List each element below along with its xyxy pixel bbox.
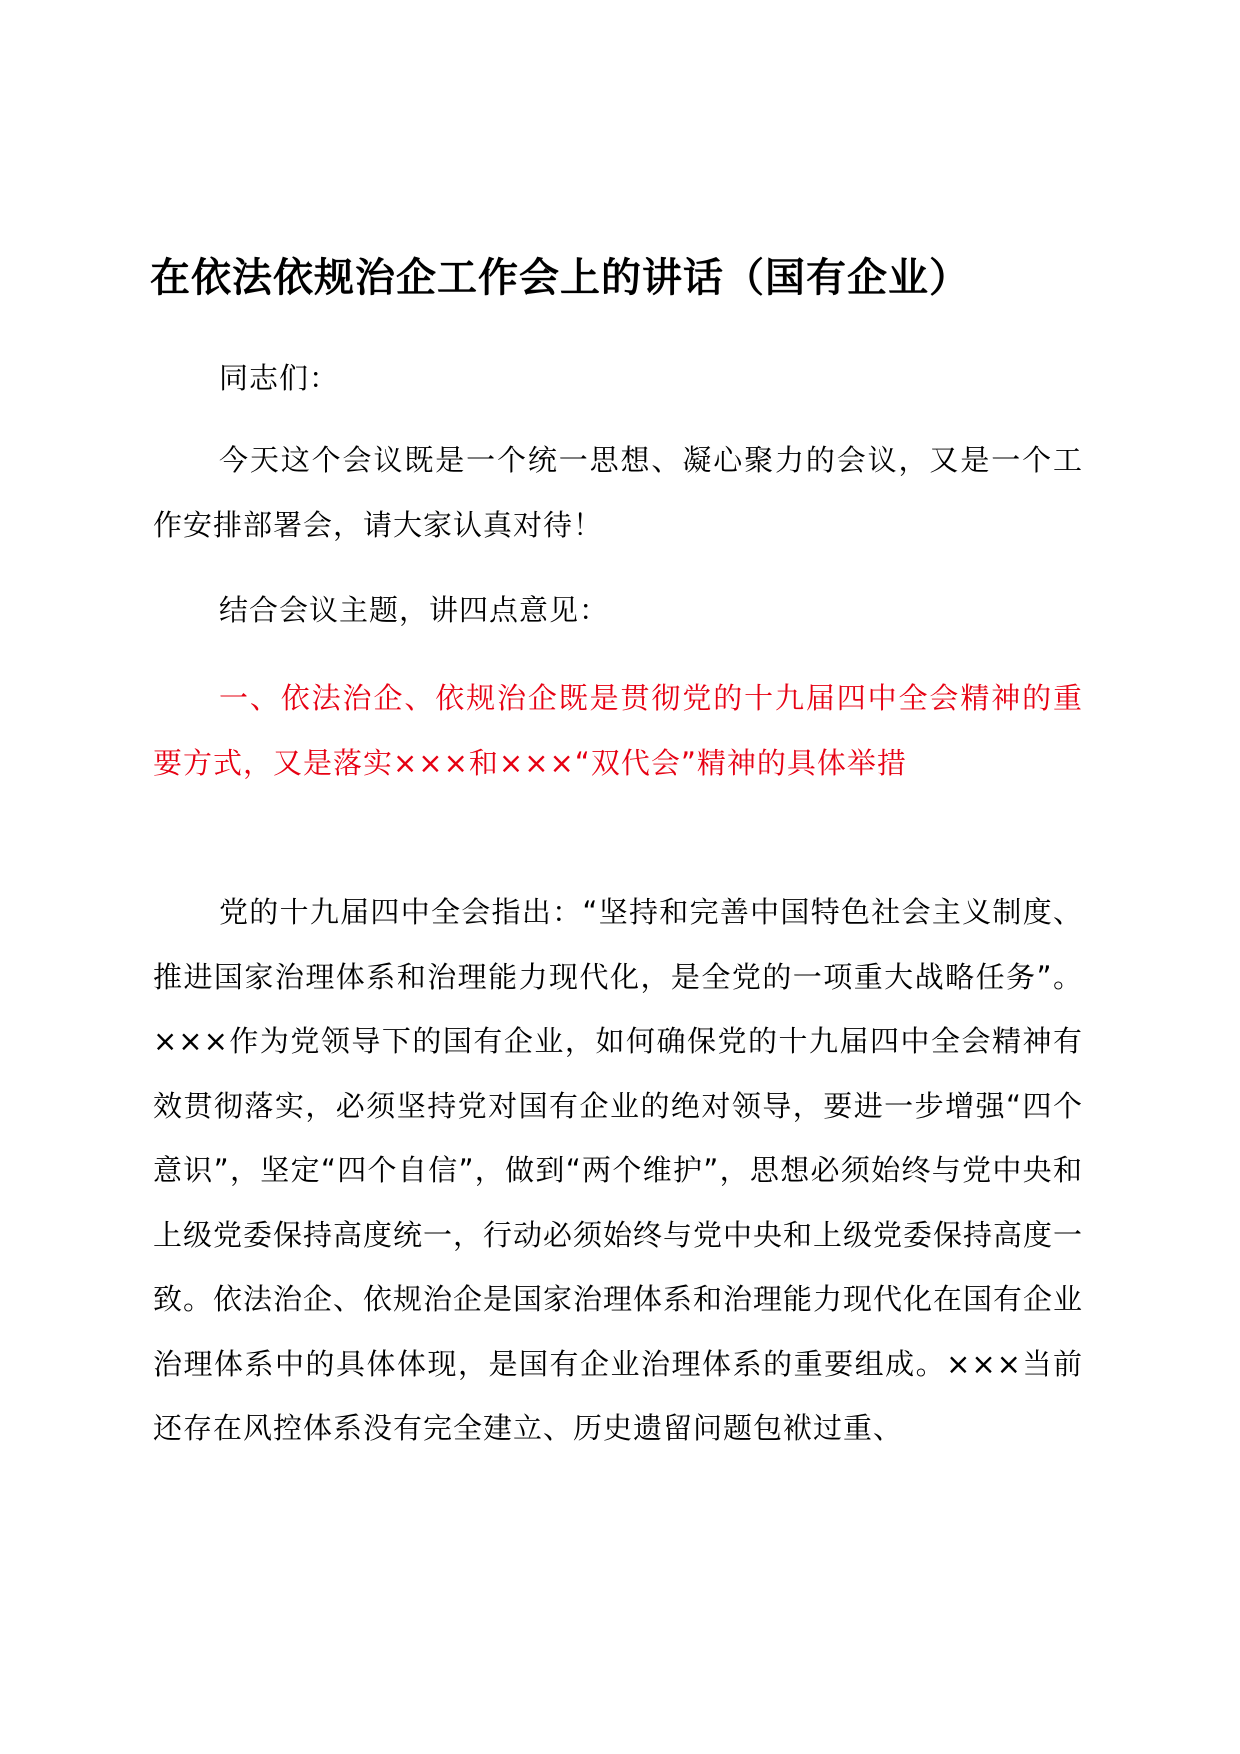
document-title: 在依法依规治企工作会上的讲话（国有企业） xyxy=(150,255,970,301)
intro-paragraph: 今天这个会议既是一个统一思想、凝心聚力的会议，又是一个工作安排部署会，请大家认真对待！ xyxy=(153,443,1083,542)
section-body-1: 党的十九届四中全会指出：“坚持和完善中国特色社会主义制度、推进国家治理体系和治理能力现代化，是全党的一项重大战略任务”。×××作为党领导下的国有企业，如何确保党的十九届四中全会精神有效贯彻落实，必须坚持党对国有企业的绝对领导，要进一步增强“四个意识”，坚定“四个自信”，做到“两个维护”，思想必须始终与党中央和上级党委保持高度统一，行动必须始终与党中央和上级党委保持高度一致。依法治企、依规治企是国家治理体系和治理能力现代化在国有企业治理体系中的具体体现，是国有企业治理体系的重要组成。×××当前还存在风控体系没有完全建立、历史遗留问题包袱过重、 xyxy=(153,895,1084,1445)
section-heading-1: 一、依法治企、依规治企既是贯彻党的十九届四中全会精神的重要方式，又是落实×××和×××“双代会”精神的具体举措 xyxy=(153,681,1083,780)
theme-paragraph: 结合会议主题，讲四点意见： xyxy=(219,593,610,627)
greeting-paragraph: 同志们： xyxy=(219,361,340,395)
